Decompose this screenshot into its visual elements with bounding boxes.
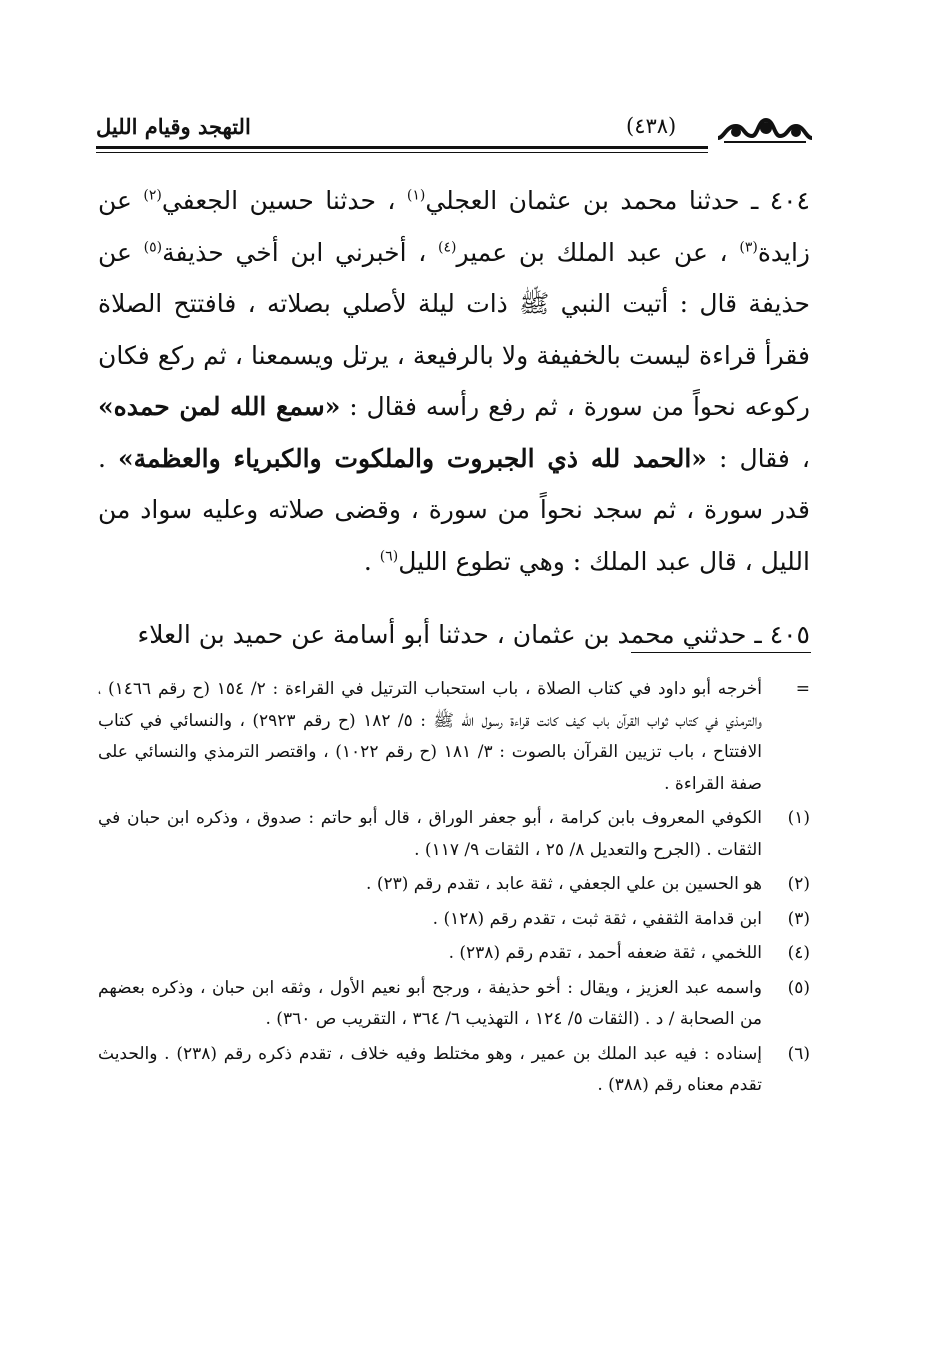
footnote-mark: (٣) xyxy=(787,908,810,929)
footnote-text: أخرجه أبو داود في كتاب الصلاة ، باب استحباب الترتيل في القراءة : ٢/ ١٥٤ (ح رقم ١٤٦٦) ، والترمذي في كتاب ثواب القرآن باب كيف كانت قراءة رسول الله ﷺ : ٥/ ١٨٢ (ح رقم ٢٩٢٣) ، والنسائي في كتاب الافتتاح ، باب تزيين القرآن بالصوت : ٣/ ١٨١ (ح رقم ١٠٢٢) ، واقتصر الترمذي والنسائي على صفة القراءة . xyxy=(98,679,763,794)
text-run: ، عن عبد الملك بن عمير xyxy=(456,237,740,267)
main-text xyxy=(98,175,810,661)
footnote-text: الكوفي المعروف بابن كرامة ، أبو جعفر الوراق ، قال أبو حاتم : صدوق ، وذكره ابن حبان في الثقات . (الجرح والتعديل ٨/ ٢٥ ، الثقات ٩/ ١١٧) . xyxy=(98,808,762,860)
decorative-ornament-icon xyxy=(714,108,814,148)
footnote xyxy=(98,904,810,936)
footnote-text: إسناده : فيه عبد الملك بن عمير ، وهو مختلط وفيه خلاف ، تقدم ذكره رقم (٢٣٨) . والحديث تقدم معناه رقم (٣٨٨) . xyxy=(98,1043,762,1095)
footnotes xyxy=(98,674,810,1105)
header-rule-thin xyxy=(96,152,708,153)
footnote-text: اللخمي ، ثقة ضعفه أحمد ، تقدم رقم (٢٣٨) . xyxy=(448,943,762,963)
hadith-404 xyxy=(98,175,810,587)
footnote-text: واسمه عبد العزيز ، ويقال : أخو حذيفة ، ورجح أبو نعيم الأول ، وثقه ابن حبان ، وذكره بعضهم من الصحابة / د . (الثقات ٥/ ١٢٤ ، التهذيب ٦/ ٣٦٤ ، التقريب ص ٣٦٠) . xyxy=(98,977,762,1029)
footnote-ref: (٥) xyxy=(143,239,163,256)
footnote-mark: (١) xyxy=(787,808,810,828)
text-run: ٤٠٤ ـ حدثنا محمد بن عثمان العجلي xyxy=(425,186,810,215)
text-run: . قدر سورة ، ثم سجد نحواً من سورة ، وقضى صلاته وعليه سواد من الليل ، قال عبد الملك : وهي تطوع الليل xyxy=(98,443,810,576)
quoted-dhikr: «سمع الله لمن حمده» xyxy=(98,392,341,421)
text-run: ، أخبرني ابن أخي حذيفة xyxy=(162,237,438,267)
footnote-ref: (٣) xyxy=(739,239,758,256)
footnote-mark: = xyxy=(795,679,810,699)
page-header xyxy=(96,108,814,148)
text-run: عن زايدة xyxy=(98,186,811,267)
running-title: التهجد وقيام الليل xyxy=(96,114,251,139)
footnote-separator xyxy=(631,652,811,653)
footnote xyxy=(98,938,810,970)
hadith-405: ٤٠٥ ـ حدثني محمد بن عثمان ، حدثنا أبو أسامة عن حميد بن العلاء xyxy=(137,620,810,649)
footnote-text: ابن قدامة الثقفي ، ثقة ثبت ، تقدم رقم (١٢٨) . xyxy=(432,908,762,929)
footnote xyxy=(98,973,810,1036)
footnote-mark: (٦) xyxy=(787,1043,810,1064)
quoted-dhikr: «الحمد لله ذي الجبروت والملكوت والكبرياء والعظمة» xyxy=(118,443,707,473)
footnote-ref: (٢) xyxy=(143,187,162,204)
text-run: ، حدثنا حسين الجعفي xyxy=(161,186,407,215)
text-run: عن حذيفة قال : أتيت النبي ﷺ ذات ليلة لأصلي بصلاته ، فافتتح الصلاة فقرأ قراءة ليست بالخفيفة ولا بالرفيعة ، يرتل ويسمعنا ، ثم ركع فكان ركوعه نحواً من سورة ، ثم رفع رأسه فقال : xyxy=(98,237,810,421)
footnote-ref: (٤) xyxy=(438,239,457,256)
footnote xyxy=(98,803,810,866)
footnote xyxy=(98,674,810,800)
footnote xyxy=(98,1039,810,1102)
footnote-mark: (٥) xyxy=(787,977,810,998)
text-run: ، فقال : xyxy=(706,443,810,473)
footnote-ref: (٦) xyxy=(379,548,399,565)
footnote-text: هو الحسين بن علي الجعفي ، ثقة عابد ، تقدم رقم (٢٣) . xyxy=(366,874,762,894)
header-rule xyxy=(96,146,708,149)
text-run: . xyxy=(363,546,380,576)
page-number: (٤٣٨) xyxy=(626,114,677,138)
footnote-ref: (١) xyxy=(406,187,426,204)
footnote-mark: (٤) xyxy=(787,943,810,963)
footnote-mark: (٢) xyxy=(787,874,810,894)
footnote xyxy=(98,869,810,901)
